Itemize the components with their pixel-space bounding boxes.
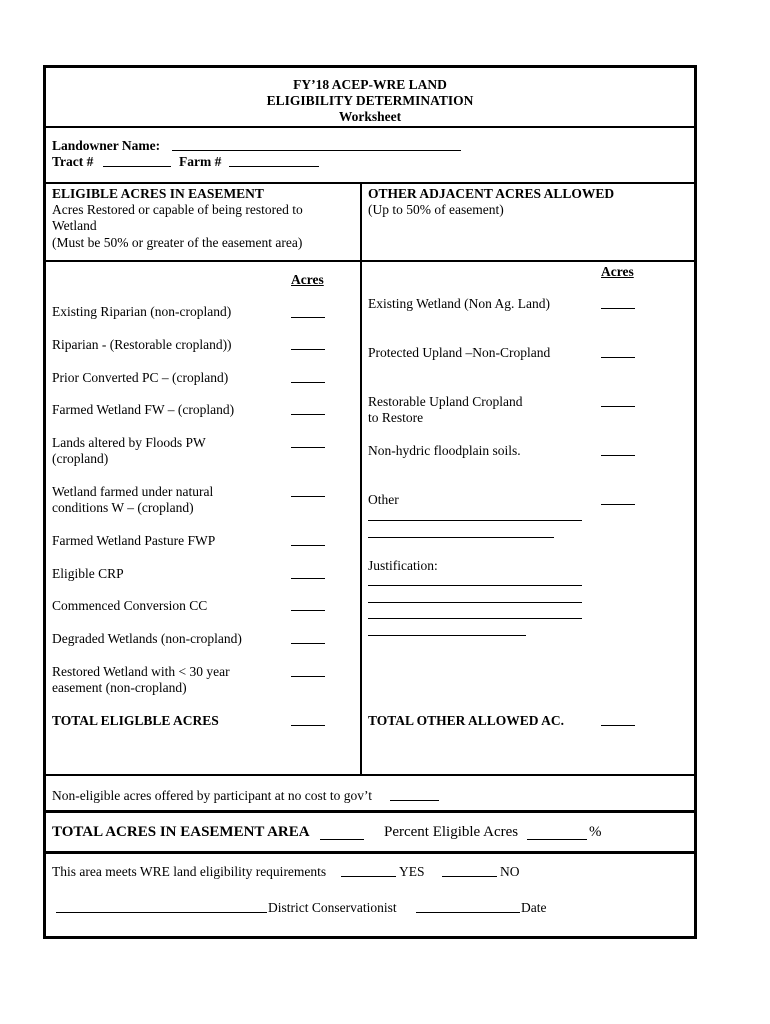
- left-item-6-label-1: Wetland farmed under natural: [52, 484, 214, 499]
- eligible-acres-desc-3: (Must be 50% or greater of the easement area): [52, 235, 303, 250]
- left-item-7-label: Farmed Wetland Pasture FWP: [52, 533, 216, 548]
- left-item-1-label: Existing Riparian (non-cropland): [52, 304, 232, 319]
- form-title-line2: ELIGIBILITY DETERMINATION: [266, 93, 474, 108]
- column-divider: [360, 183, 362, 775]
- noneligible-label: Non-eligible acres offered by participant at no cost to gov’t: [52, 788, 373, 803]
- yes-field[interactable]: [341, 876, 396, 877]
- left-item-5-label-1: Lands altered by Floods PW: [52, 435, 206, 450]
- justification-line-4[interactable]: [368, 635, 526, 636]
- date-label: Date: [521, 900, 547, 915]
- left-item-6-acres[interactable]: [291, 496, 325, 497]
- left-item-5-acres[interactable]: [291, 447, 325, 448]
- divider-column-headers: [45, 260, 695, 262]
- divider-totals: [45, 851, 695, 854]
- other-desc-line-2[interactable]: [368, 537, 554, 538]
- yes-label: YES: [399, 864, 425, 879]
- other-desc-line-1[interactable]: [368, 520, 582, 521]
- percent-sign: %: [589, 824, 602, 840]
- percent-eligible-field[interactable]: [527, 839, 587, 840]
- left-item-7-acres[interactable]: [291, 545, 325, 546]
- district-conservationist-label: District Conservationist: [268, 900, 397, 915]
- left-item-9-label: Commenced Conversion CC: [52, 598, 208, 613]
- total-acres-label: TOTAL ACRES IN EASEMENT AREA: [52, 824, 310, 840]
- left-item-5-label-2: (cropland): [52, 451, 109, 466]
- other-acres-title: OTHER ADJACENT ACRES ALLOWED: [368, 186, 615, 201]
- eligible-acres-title: ELIGIBLE ACRES IN EASEMENT: [52, 186, 264, 201]
- right-item-3-acres[interactable]: [601, 406, 635, 407]
- total-eligible-acres[interactable]: [291, 725, 325, 726]
- right-item-3-label-1: Restorable Upland Cropland: [368, 394, 523, 409]
- total-other-label: TOTAL OTHER ALLOWED AC.: [368, 713, 565, 728]
- justification-line-1[interactable]: [368, 585, 582, 586]
- landowner-name-field[interactable]: [172, 150, 461, 151]
- left-item-8-label: Eligible CRP: [52, 566, 124, 581]
- right-item-4-acres[interactable]: [601, 455, 635, 456]
- left-item-11-label-1: Restored Wetland with < 30 year: [52, 664, 230, 679]
- left-item-8-acres[interactable]: [291, 578, 325, 579]
- left-item-11-acres[interactable]: [291, 676, 325, 677]
- right-acres-header: Acres: [601, 264, 634, 279]
- left-item-4-acres[interactable]: [291, 414, 325, 415]
- justification-line-3[interactable]: [368, 618, 582, 619]
- divider-header: [45, 126, 695, 128]
- no-field[interactable]: [442, 876, 497, 877]
- no-label: NO: [500, 864, 520, 879]
- signature-field[interactable]: [56, 912, 267, 913]
- tract-field[interactable]: [103, 166, 171, 167]
- right-item-3-label-2: to Restore: [368, 410, 424, 425]
- right-item-2-label: Protected Upland –Non-Cropland: [368, 345, 551, 360]
- date-field[interactable]: [416, 912, 520, 913]
- left-item-10-label: Degraded Wetlands (non-cropland): [52, 631, 242, 646]
- form-title-line3: Worksheet: [338, 109, 402, 124]
- eligibility-statement: This area meets WRE land eligibility requirements: [52, 864, 327, 879]
- left-item-3-label: Prior Converted PC – (cropland): [52, 370, 229, 385]
- right-item-5-acres[interactable]: [601, 504, 635, 505]
- form-title-line1: FY’18 ACEP-WRE LAND: [293, 77, 447, 92]
- divider-landowner: [45, 182, 695, 184]
- divider-columns-bottom: [45, 774, 695, 776]
- left-acres-header: Acres: [291, 272, 324, 287]
- farm-label: Farm #: [179, 154, 222, 169]
- left-item-6-label-2: conditions W – (cropland): [52, 500, 194, 515]
- justification-line-2[interactable]: [368, 602, 582, 603]
- left-item-2-label: Riparian - (Restorable cropland)): [52, 337, 232, 352]
- right-item-1-label: Existing Wetland (Non Ag. Land): [368, 296, 551, 311]
- landowner-name-label: Landowner Name:: [52, 138, 161, 153]
- tract-label: Tract #: [52, 154, 94, 169]
- right-item-2-acres[interactable]: [601, 357, 635, 358]
- percent-eligible-label: Percent Eligible Acres: [384, 824, 519, 840]
- total-other-acres[interactable]: [601, 725, 635, 726]
- justification-label: Justification:: [368, 558, 438, 573]
- eligible-acres-desc-1: Acres Restored or capable of being restored to: [52, 202, 303, 217]
- left-item-1-acres[interactable]: [291, 317, 325, 318]
- left-item-9-acres[interactable]: [291, 610, 325, 611]
- eligible-acres-desc-2: Wetland: [52, 218, 97, 233]
- left-item-4-label: Farmed Wetland FW – (cropland): [52, 402, 235, 417]
- left-item-11-label-2: easement (non-cropland): [52, 680, 187, 695]
- farm-field[interactable]: [229, 166, 319, 167]
- right-item-4-label: Non-hydric floodplain soils.: [368, 443, 521, 458]
- total-eligible-label: TOTAL ELIGLBLE ACRES: [52, 713, 219, 728]
- right-item-5-label: Other: [368, 492, 399, 507]
- left-item-2-acres[interactable]: [291, 349, 325, 350]
- other-acres-desc: (Up to 50% of easement): [368, 202, 504, 217]
- left-item-10-acres[interactable]: [291, 643, 325, 644]
- divider-noneligible: [45, 810, 695, 813]
- left-item-3-acres[interactable]: [291, 382, 325, 383]
- total-acres-field[interactable]: [320, 839, 364, 840]
- noneligible-field[interactable]: [390, 800, 439, 801]
- right-item-1-acres[interactable]: [601, 308, 635, 309]
